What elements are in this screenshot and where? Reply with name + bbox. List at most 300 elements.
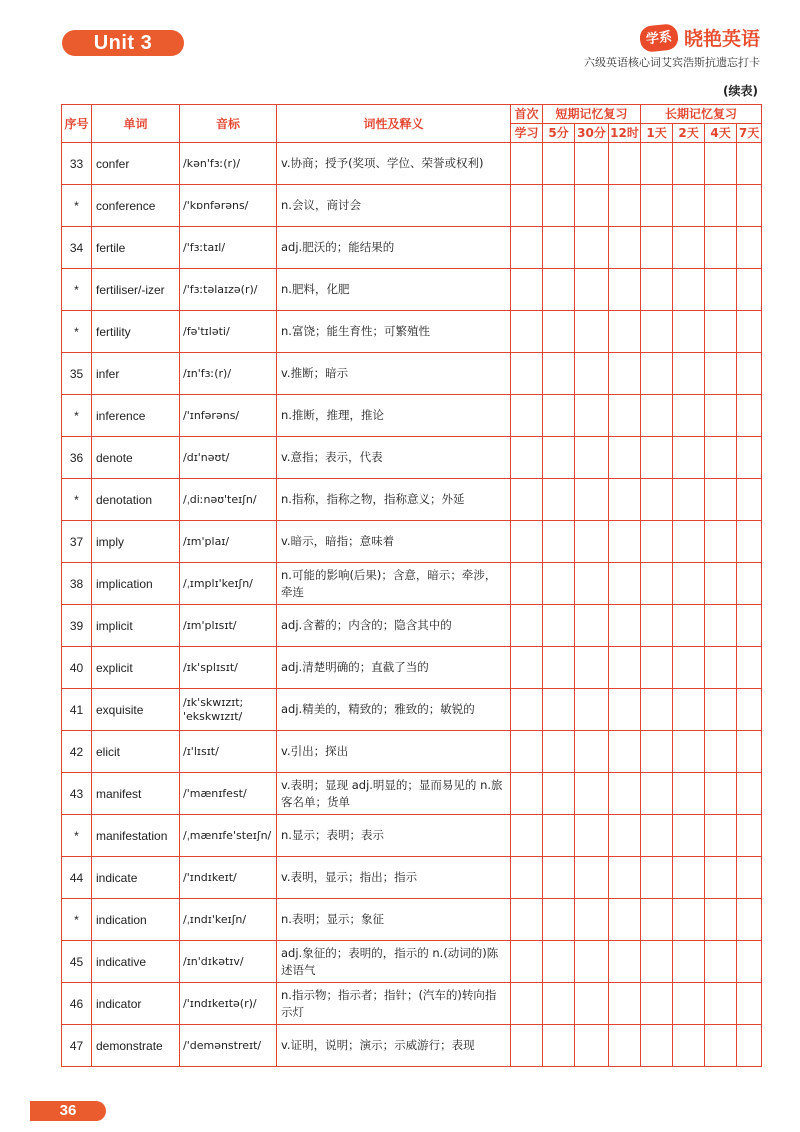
review-checkbox-cell[interactable] — [705, 185, 737, 227]
review-checkbox-cell[interactable] — [543, 647, 575, 689]
review-checkbox-cell[interactable] — [575, 143, 609, 185]
review-checkbox-cell[interactable] — [641, 353, 673, 395]
review-checkbox-cell[interactable] — [511, 689, 543, 731]
row-word: indicator — [92, 983, 180, 1025]
row-word: indicate — [92, 857, 180, 899]
review-checkbox-cell[interactable] — [673, 605, 705, 647]
row-number: 39 — [62, 605, 92, 647]
review-checkbox-cell[interactable] — [737, 689, 762, 731]
row-word: exquisite — [92, 689, 180, 731]
row-word: indication — [92, 899, 180, 941]
review-checkbox-cell[interactable] — [511, 143, 543, 185]
review-checkbox-cell[interactable] — [737, 185, 762, 227]
review-checkbox-cell[interactable] — [575, 773, 609, 815]
row-number: 34 — [62, 227, 92, 269]
review-checkbox-cell[interactable] — [511, 395, 543, 437]
review-checkbox-cell[interactable] — [609, 269, 641, 311]
review-checkbox-cell[interactable] — [705, 983, 737, 1025]
review-checkbox-cell[interactable] — [511, 983, 543, 1025]
review-checkbox-cell[interactable] — [511, 605, 543, 647]
review-checkbox-cell[interactable] — [641, 563, 673, 605]
row-definition: n.会议，商讨会 — [277, 185, 511, 227]
review-checkbox-cell[interactable] — [737, 1025, 762, 1067]
review-checkbox-cell[interactable] — [673, 941, 705, 983]
row-number: * — [62, 899, 92, 941]
review-checkbox-cell[interactable] — [737, 395, 762, 437]
table-row — [62, 731, 762, 773]
review-checkbox-cell[interactable] — [575, 311, 609, 353]
row-word: inference — [92, 395, 180, 437]
review-checkbox-cell[interactable] — [543, 983, 575, 1025]
review-checkbox-cell[interactable] — [609, 1025, 641, 1067]
row-word: manifest — [92, 773, 180, 815]
row-number: 35 — [62, 353, 92, 395]
table-row — [62, 815, 762, 857]
review-checkbox-cell[interactable] — [543, 269, 575, 311]
review-checkbox-cell[interactable] — [543, 563, 575, 605]
review-checkbox-cell[interactable] — [511, 563, 543, 605]
review-checkbox-cell[interactable] — [641, 941, 673, 983]
review-checkbox-cell[interactable] — [737, 983, 762, 1025]
row-phonetic: /ɪm'plɪsɪt/ — [180, 605, 277, 647]
table-row — [62, 773, 762, 815]
review-checkbox-cell[interactable] — [511, 899, 543, 941]
review-checkbox-cell[interactable] — [673, 689, 705, 731]
table-row — [62, 689, 762, 731]
review-checkbox-cell[interactable] — [737, 353, 762, 395]
row-number: 46 — [62, 983, 92, 1025]
table-row — [62, 563, 762, 605]
review-checkbox-cell[interactable] — [705, 311, 737, 353]
row-phonetic: /ɪm'plaɪ/ — [180, 521, 277, 563]
review-checkbox-cell[interactable] — [673, 185, 705, 227]
review-checkbox-cell[interactable] — [575, 731, 609, 773]
review-checkbox-cell[interactable] — [511, 479, 543, 521]
review-checkbox-cell[interactable] — [511, 353, 543, 395]
table-row — [62, 899, 762, 941]
review-checkbox-cell[interactable] — [511, 227, 543, 269]
review-checkbox-cell[interactable] — [641, 731, 673, 773]
review-checkbox-cell[interactable] — [543, 815, 575, 857]
brand-logo-icon: 学系 — [639, 23, 680, 53]
review-checkbox-cell[interactable] — [705, 395, 737, 437]
row-definition: adj.肥沃的；能结果的 — [277, 227, 511, 269]
review-checkbox-cell[interactable] — [575, 605, 609, 647]
review-checkbox-cell[interactable] — [575, 857, 609, 899]
header-num: 序号 — [62, 105, 92, 143]
row-word: infer — [92, 353, 180, 395]
row-number: * — [62, 815, 92, 857]
row-phonetic: /'fɜːtaɪl/ — [180, 227, 277, 269]
review-checkbox-cell[interactable] — [737, 773, 762, 815]
row-definition: n.可能的影响(后果)；含意，暗示；牵涉，牵连 — [277, 563, 511, 605]
table-row — [62, 395, 762, 437]
review-checkbox-cell[interactable] — [641, 605, 673, 647]
review-checkbox-cell[interactable] — [673, 857, 705, 899]
brand-header — [640, 24, 760, 51]
review-checkbox-cell[interactable] — [609, 689, 641, 731]
row-number: 47 — [62, 1025, 92, 1067]
review-checkbox-cell[interactable] — [575, 353, 609, 395]
review-checkbox-cell[interactable] — [673, 227, 705, 269]
review-checkbox-cell[interactable] — [575, 269, 609, 311]
header-phonetic: 音标 — [180, 105, 277, 143]
review-checkbox-cell[interactable] — [641, 269, 673, 311]
row-definition: v.暗示，暗指；意味着 — [277, 521, 511, 563]
review-checkbox-cell[interactable] — [641, 983, 673, 1025]
review-checkbox-cell[interactable] — [705, 857, 737, 899]
row-word: demonstrate — [92, 1025, 180, 1067]
header-short-term: 短期记忆复习 — [543, 105, 641, 124]
table-row — [62, 857, 762, 899]
row-phonetic: /kən'fɜː(r)/ — [180, 143, 277, 185]
row-word: implication — [92, 563, 180, 605]
row-word: elicit — [92, 731, 180, 773]
review-checkbox-cell[interactable] — [641, 647, 673, 689]
review-checkbox-cell[interactable] — [511, 857, 543, 899]
review-checkbox-cell[interactable] — [609, 479, 641, 521]
row-phonetic: /ˌɪmplɪ'keɪʃn/ — [180, 563, 277, 605]
review-checkbox-cell[interactable] — [705, 479, 737, 521]
row-number: 40 — [62, 647, 92, 689]
review-checkbox-cell[interactable] — [511, 185, 543, 227]
review-checkbox-cell[interactable] — [705, 143, 737, 185]
row-phonetic: /'ɪnfərəns/ — [180, 395, 277, 437]
review-checkbox-cell[interactable] — [543, 437, 575, 479]
row-number: 42 — [62, 731, 92, 773]
review-checkbox-cell[interactable] — [673, 437, 705, 479]
review-checkbox-cell[interactable] — [737, 563, 762, 605]
review-checkbox-cell[interactable] — [543, 899, 575, 941]
review-checkbox-cell[interactable] — [575, 437, 609, 479]
header-long-col: 1天 — [641, 124, 673, 143]
row-definition: adj.精美的，精致的；雅致的；敏锐的 — [277, 689, 511, 731]
review-checkbox-cell[interactable] — [575, 689, 609, 731]
row-definition: v.推断；暗示 — [277, 353, 511, 395]
review-checkbox-cell[interactable] — [641, 689, 673, 731]
table-row — [62, 983, 762, 1025]
review-checkbox-cell[interactable] — [641, 311, 673, 353]
review-checkbox-cell[interactable] — [673, 143, 705, 185]
review-checkbox-cell[interactable] — [575, 185, 609, 227]
review-checkbox-cell[interactable] — [543, 479, 575, 521]
review-checkbox-cell[interactable] — [673, 647, 705, 689]
review-checkbox-cell[interactable] — [609, 521, 641, 563]
table-row — [62, 1025, 762, 1067]
review-checkbox-cell[interactable] — [511, 647, 543, 689]
row-definition: v.表明，显示；指出；指示 — [277, 857, 511, 899]
row-definition: n.表明；显示；象征 — [277, 899, 511, 941]
review-checkbox-cell[interactable] — [543, 857, 575, 899]
review-checkbox-cell[interactable] — [737, 731, 762, 773]
review-checkbox-cell[interactable] — [609, 311, 641, 353]
review-checkbox-cell[interactable] — [543, 773, 575, 815]
header-long-col: 7天 — [737, 124, 762, 143]
review-checkbox-cell[interactable] — [575, 563, 609, 605]
review-checkbox-cell[interactable] — [673, 311, 705, 353]
row-number: 36 — [62, 437, 92, 479]
review-checkbox-cell[interactable] — [609, 899, 641, 941]
review-checkbox-cell[interactable] — [673, 395, 705, 437]
review-checkbox-cell[interactable] — [705, 899, 737, 941]
table-row — [62, 353, 762, 395]
review-checkbox-cell[interactable] — [737, 143, 762, 185]
table-row — [62, 311, 762, 353]
review-checkbox-cell[interactable] — [737, 857, 762, 899]
review-checkbox-cell[interactable] — [673, 815, 705, 857]
page-number: 36 — [30, 1101, 106, 1121]
row-phonetic: /'ɪndɪkeɪtə(r)/ — [180, 983, 277, 1025]
row-phonetic: /'fɜːtəlaɪzə(r)/ — [180, 269, 277, 311]
row-definition: n.指称，指称之物，指称意义；外延 — [277, 479, 511, 521]
review-checkbox-cell[interactable] — [737, 437, 762, 479]
review-checkbox-cell[interactable] — [673, 1025, 705, 1067]
review-checkbox-cell[interactable] — [609, 143, 641, 185]
review-checkbox-cell[interactable] — [575, 521, 609, 563]
table-row — [62, 185, 762, 227]
review-checkbox-cell[interactable] — [511, 941, 543, 983]
unit-label: Unit 3 — [62, 30, 184, 56]
review-checkbox-cell[interactable] — [737, 899, 762, 941]
review-checkbox-cell[interactable] — [673, 983, 705, 1025]
review-checkbox-cell[interactable] — [543, 353, 575, 395]
review-checkbox-cell[interactable] — [737, 605, 762, 647]
review-checkbox-cell[interactable] — [543, 227, 575, 269]
row-number: 41 — [62, 689, 92, 731]
row-phonetic: /dɪ'nəʊt/ — [180, 437, 277, 479]
review-checkbox-cell[interactable] — [543, 1025, 575, 1067]
row-phonetic: /ɪk'skwɪzɪt; 'ekskwɪzɪt/ — [180, 689, 277, 731]
review-checkbox-cell[interactable] — [641, 1025, 673, 1067]
review-checkbox-cell[interactable] — [673, 773, 705, 815]
review-checkbox-cell[interactable] — [737, 647, 762, 689]
table-row — [62, 941, 762, 983]
review-checkbox-cell[interactable] — [609, 647, 641, 689]
review-checkbox-cell[interactable] — [609, 857, 641, 899]
table-row — [62, 269, 762, 311]
review-checkbox-cell[interactable] — [705, 815, 737, 857]
row-phonetic: /ɪn'fɜː(r)/ — [180, 353, 277, 395]
review-checkbox-cell[interactable] — [609, 773, 641, 815]
review-checkbox-cell[interactable] — [511, 521, 543, 563]
row-word: imply — [92, 521, 180, 563]
row-definition: v.意指；表示，代表 — [277, 437, 511, 479]
row-definition: adj.清楚明确的；直截了当的 — [277, 647, 511, 689]
review-checkbox-cell[interactable] — [543, 143, 575, 185]
review-checkbox-cell[interactable] — [543, 605, 575, 647]
review-checkbox-cell[interactable] — [705, 437, 737, 479]
row-word: conference — [92, 185, 180, 227]
row-definition: n.指示物；指示者；指针；(汽车的)转向指示灯 — [277, 983, 511, 1025]
review-checkbox-cell[interactable] — [705, 269, 737, 311]
review-checkbox-cell[interactable] — [575, 1025, 609, 1067]
review-checkbox-cell[interactable] — [641, 395, 673, 437]
review-checkbox-cell[interactable] — [641, 815, 673, 857]
vocabulary-table — [61, 104, 762, 1067]
row-definition: v.引出；探出 — [277, 731, 511, 773]
review-checkbox-cell[interactable] — [609, 395, 641, 437]
review-checkbox-cell[interactable] — [705, 731, 737, 773]
row-phonetic: /'mænɪfest/ — [180, 773, 277, 815]
row-phonetic: /ɪk'splɪsɪt/ — [180, 647, 277, 689]
row-phonetic: /ɪn'dɪkətɪv/ — [180, 941, 277, 983]
row-number: * — [62, 479, 92, 521]
row-number: 38 — [62, 563, 92, 605]
header-long-col: 4天 — [705, 124, 737, 143]
review-checkbox-cell[interactable] — [737, 479, 762, 521]
table-row — [62, 605, 762, 647]
row-phonetic: /'ɪndɪkeɪt/ — [180, 857, 277, 899]
review-checkbox-cell[interactable] — [575, 899, 609, 941]
row-word: explicit — [92, 647, 180, 689]
header-short-col: 12时 — [609, 124, 641, 143]
review-checkbox-cell[interactable] — [609, 983, 641, 1025]
review-checkbox-cell[interactable] — [609, 353, 641, 395]
header-short-col: 5分 — [543, 124, 575, 143]
review-checkbox-cell[interactable] — [673, 479, 705, 521]
review-checkbox-cell[interactable] — [641, 521, 673, 563]
review-checkbox-cell[interactable] — [737, 941, 762, 983]
row-word: denote — [92, 437, 180, 479]
review-checkbox-cell[interactable] — [543, 185, 575, 227]
review-checkbox-cell[interactable] — [609, 731, 641, 773]
review-checkbox-cell[interactable] — [641, 185, 673, 227]
review-checkbox-cell[interactable] — [575, 647, 609, 689]
review-checkbox-cell[interactable] — [673, 521, 705, 563]
row-number: * — [62, 269, 92, 311]
row-phonetic: /ˌmænɪfe'steɪʃn/ — [180, 815, 277, 857]
review-checkbox-cell[interactable] — [511, 815, 543, 857]
review-checkbox-cell[interactable] — [609, 437, 641, 479]
review-checkbox-cell[interactable] — [543, 521, 575, 563]
row-word: manifestation — [92, 815, 180, 857]
header-word: 单词 — [92, 105, 180, 143]
row-phonetic: /'kɒnfərəns/ — [180, 185, 277, 227]
table-row — [62, 437, 762, 479]
header-short-col: 30分 — [575, 124, 609, 143]
review-checkbox-cell[interactable] — [609, 185, 641, 227]
review-checkbox-cell[interactable] — [673, 563, 705, 605]
review-checkbox-cell[interactable] — [705, 353, 737, 395]
row-number: 45 — [62, 941, 92, 983]
row-word: confer — [92, 143, 180, 185]
review-checkbox-cell[interactable] — [705, 773, 737, 815]
review-checkbox-cell[interactable] — [737, 269, 762, 311]
row-definition: v.表明；显现 adj.明显的；显而易见的 n.旅客名单；货单 — [277, 773, 511, 815]
review-checkbox-cell[interactable] — [641, 857, 673, 899]
review-checkbox-cell[interactable] — [673, 899, 705, 941]
review-checkbox-cell[interactable] — [609, 941, 641, 983]
row-number: * — [62, 311, 92, 353]
review-checkbox-cell[interactable] — [641, 227, 673, 269]
brand-name: 晓艳英语 — [683, 28, 760, 50]
row-definition: n.富饶；能生育性；可繁殖性 — [277, 311, 511, 353]
review-checkbox-cell[interactable] — [641, 899, 673, 941]
row-phonetic: /ˌɪndɪ'keɪʃn/ — [180, 899, 277, 941]
row-number: 44 — [62, 857, 92, 899]
review-checkbox-cell[interactable] — [705, 521, 737, 563]
review-checkbox-cell[interactable] — [511, 269, 543, 311]
review-checkbox-cell[interactable] — [511, 731, 543, 773]
header-first-sub: 学习 — [511, 124, 543, 143]
review-checkbox-cell[interactable] — [641, 479, 673, 521]
row-word: implicit — [92, 605, 180, 647]
review-checkbox-cell[interactable] — [705, 647, 737, 689]
review-checkbox-cell[interactable] — [705, 689, 737, 731]
review-checkbox-cell[interactable] — [511, 437, 543, 479]
review-checkbox-cell[interactable] — [673, 269, 705, 311]
row-definition: n.显示；表明；表示 — [277, 815, 511, 857]
row-definition: v.协商；授予(奖项、学位、荣誉或权利) — [277, 143, 511, 185]
table-row — [62, 227, 762, 269]
review-checkbox-cell[interactable] — [575, 983, 609, 1025]
review-checkbox-cell[interactable] — [641, 143, 673, 185]
row-phonetic: /ɪ'lɪsɪt/ — [180, 731, 277, 773]
review-checkbox-cell[interactable] — [543, 395, 575, 437]
review-checkbox-cell[interactable] — [511, 1025, 543, 1067]
review-checkbox-cell[interactable] — [737, 815, 762, 857]
row-word: fertiliser/-izer — [92, 269, 180, 311]
review-checkbox-cell[interactable] — [609, 815, 641, 857]
review-checkbox-cell[interactable] — [575, 227, 609, 269]
review-checkbox-cell[interactable] — [737, 311, 762, 353]
review-checkbox-cell[interactable] — [543, 941, 575, 983]
row-definition: n.推断，推理，推论 — [277, 395, 511, 437]
row-definition: adj.象征的；表明的，指示的 n.(动词的)陈述语气 — [277, 941, 511, 983]
review-checkbox-cell[interactable] — [575, 479, 609, 521]
row-definition: v.证明，说明；演示；示威游行；表现 — [277, 1025, 511, 1067]
row-number: * — [62, 185, 92, 227]
header-long-col: 2天 — [673, 124, 705, 143]
review-checkbox-cell[interactable] — [641, 773, 673, 815]
review-checkbox-cell[interactable] — [705, 563, 737, 605]
review-checkbox-cell[interactable] — [673, 353, 705, 395]
review-checkbox-cell[interactable] — [543, 689, 575, 731]
review-checkbox-cell[interactable] — [737, 521, 762, 563]
review-checkbox-cell[interactable] — [511, 773, 543, 815]
review-checkbox-cell[interactable] — [511, 311, 543, 353]
review-checkbox-cell[interactable] — [705, 941, 737, 983]
review-checkbox-cell[interactable] — [575, 815, 609, 857]
review-checkbox-cell[interactable] — [641, 437, 673, 479]
review-checkbox-cell[interactable] — [543, 731, 575, 773]
book-subtitle: 六级英语核心词艾宾浩斯抗遗忘打卡 — [584, 56, 760, 69]
review-checkbox-cell[interactable] — [575, 941, 609, 983]
row-phonetic: /'demənstreɪt/ — [180, 1025, 277, 1067]
header-definition: 词性及释义 — [277, 105, 511, 143]
row-phonetic: /fə'tɪləti/ — [180, 311, 277, 353]
review-checkbox-cell[interactable] — [609, 227, 641, 269]
table-row — [62, 647, 762, 689]
table-row — [62, 521, 762, 563]
row-definition: adj.含蓄的；内含的；隐含其中的 — [277, 605, 511, 647]
row-number: 37 — [62, 521, 92, 563]
table-row — [62, 479, 762, 521]
review-checkbox-cell[interactable] — [705, 605, 737, 647]
review-checkbox-cell[interactable] — [673, 731, 705, 773]
review-checkbox-cell[interactable] — [737, 227, 762, 269]
row-number: 43 — [62, 773, 92, 815]
review-checkbox-cell[interactable] — [575, 395, 609, 437]
row-number: * — [62, 395, 92, 437]
review-checkbox-cell[interactable] — [705, 1025, 737, 1067]
review-checkbox-cell[interactable] — [609, 605, 641, 647]
review-checkbox-cell[interactable] — [543, 311, 575, 353]
row-word: fertile — [92, 227, 180, 269]
row-word: indicative — [92, 941, 180, 983]
review-checkbox-cell[interactable] — [609, 563, 641, 605]
review-checkbox-cell[interactable] — [705, 227, 737, 269]
